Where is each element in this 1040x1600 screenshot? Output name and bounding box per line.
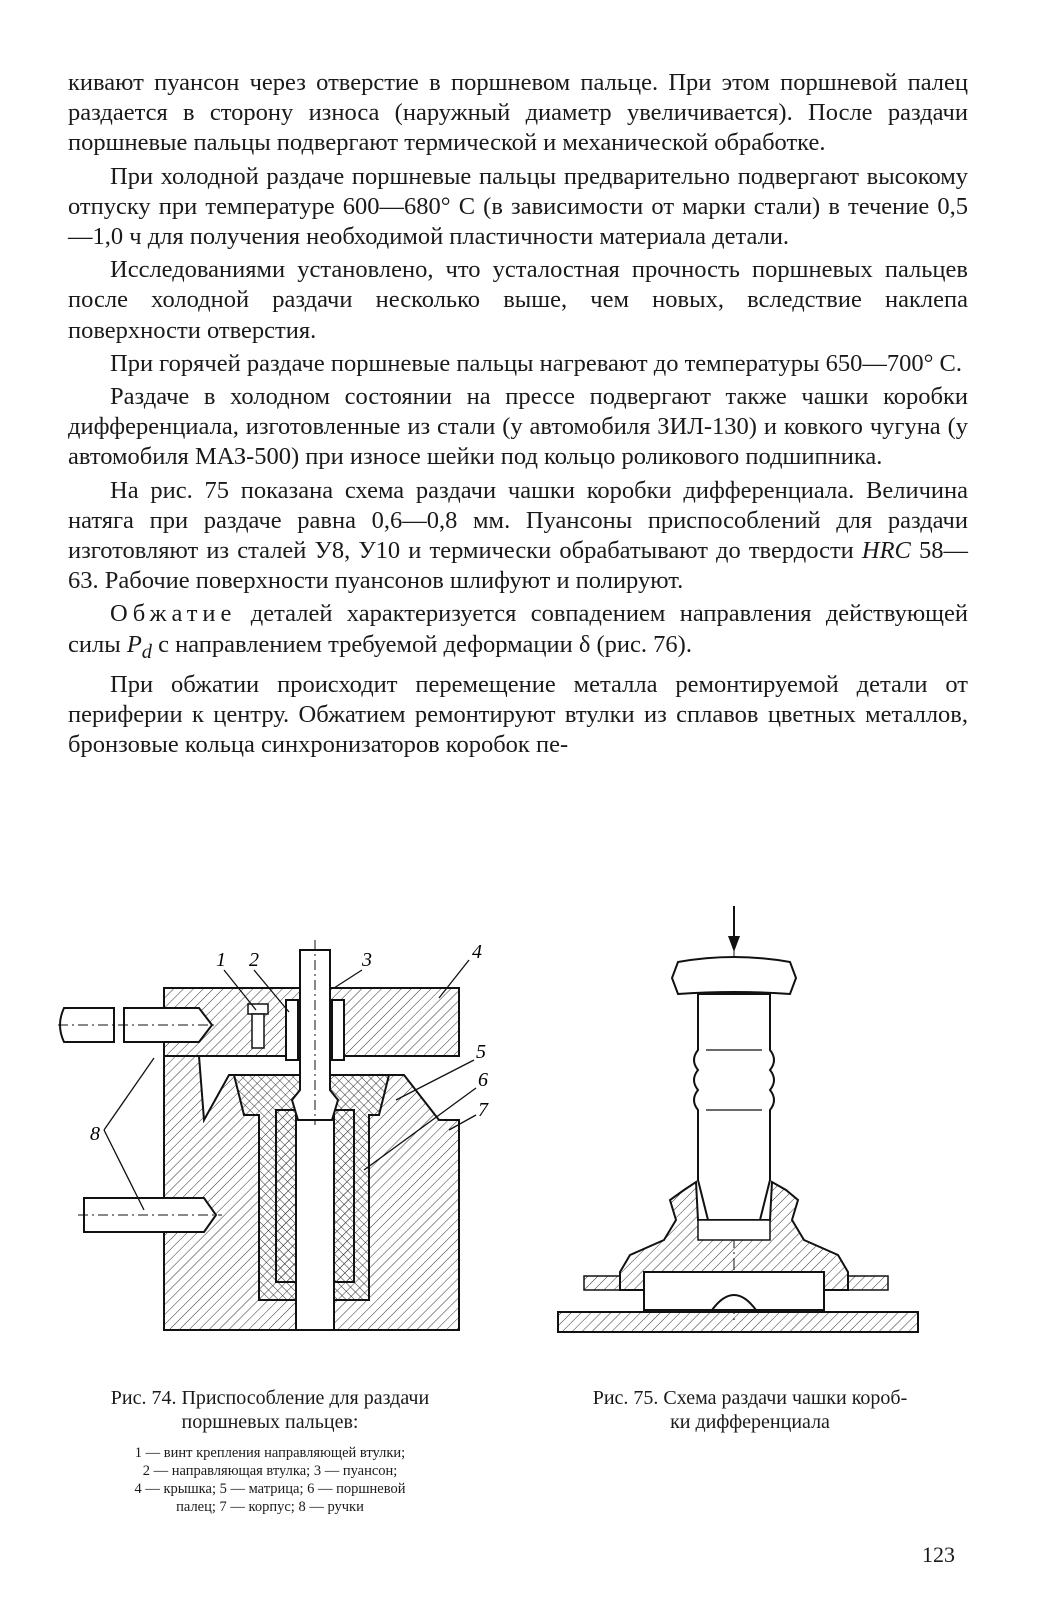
punch-head	[672, 957, 796, 994]
bolt	[848, 1276, 888, 1290]
legend-line: палец; 7 — корпус; 8 — ручки	[176, 1499, 364, 1515]
caption-line: поршневых пальцев:	[181, 1411, 359, 1433]
paragraph-text: 58—63. Рабочие поверхности пуансонов шлифуют и полируют.	[68, 537, 968, 595]
punch-body	[694, 994, 774, 1220]
bore	[296, 1105, 334, 1330]
paragraph: кивают пуансон через отверстие в поршневом пальце. При этом поршневой палец раздается в сторону износа (наружный диаметр увеличивается). После раздачи поршневые пальцы подвергают термической и механической обработке.	[68, 69, 968, 157]
paragraph: При холодной раздаче поршневые пальцы предварительно подвергают высокому отпуску при температуре 600—680° С (в зависимости от марки стали) в течение 0,5—1,0 ч для получения необходимой пластичности материала детали.	[68, 162, 968, 251]
hardness-scale-symbol: HRC	[861, 537, 911, 565]
legend-line: 4 — крышка; 5 — матрица; 6 — поршневой	[134, 1481, 406, 1497]
part-label-1: 1	[216, 949, 226, 971]
caption-line: ки дифференциала	[670, 1411, 830, 1433]
screw-part	[248, 1004, 268, 1014]
spaced-term: Обжатие	[110, 600, 237, 628]
figure-74-caption	[40, 1386, 500, 1434]
figure-74-drawing	[44, 930, 514, 1370]
legend-line: 2 — направляющая втулка; 3 — пуансон;	[142, 1463, 398, 1479]
bolt	[584, 1276, 620, 1290]
part-label-2: 2	[249, 949, 259, 971]
cup-inner	[698, 1220, 770, 1240]
force-subscript: d	[141, 640, 152, 663]
force-symbol: P	[126, 630, 142, 658]
paragraph-text: На рис. 75 показана схема раздачи чашки коробки дифференциала. Величина натяга при раздаче равна 0,6—0,8 мм. Пуансоны приспособлений для раздачи изготовляют из сталей У8, У10 и термически обрабатывают до твердости	[68, 476, 968, 565]
part-label-5: 5	[476, 1041, 486, 1063]
page-number: 123	[922, 1542, 955, 1567]
guide-bushing-part	[332, 1000, 344, 1060]
paragraph-text: с направлением требуемой деформации δ (рис. 76).	[151, 630, 692, 658]
caption-line: Рис. 75. Схема раздачи чашки короб-	[592, 1387, 908, 1409]
paragraph	[68, 599, 968, 666]
guide-bushing-part	[286, 1000, 298, 1060]
figure-74-legend	[40, 1444, 500, 1516]
screw-part	[252, 1014, 264, 1048]
part-label-4: 4	[472, 941, 482, 963]
part-label-7: 7	[478, 1099, 488, 1121]
figure-75-drawing	[548, 900, 968, 1370]
figure-75-caption	[530, 1386, 970, 1434]
legend-line: 1 — винт крепления направляющей втулки;	[134, 1445, 406, 1461]
press-table	[558, 1312, 918, 1332]
paragraph	[68, 476, 968, 597]
paragraph: Раздаче в холодном состоянии на прессе подвергают также чашки коробки дифференциала, изготовленные из стали (у автомобиля ЗИЛ-130) и ковкого чугуна (у автомобиля МАЗ-500) при износе шейки под кольцо роликового подшипника.	[68, 383, 968, 471]
part-label-3: 3	[362, 949, 372, 971]
body-text	[68, 68, 968, 760]
paragraph: При обжатии происходит перемещение металла ремонтируемой детали от периферии к центру. Обжатием ремонтируют втулки из сплавов цветных металлов, бронзовые кольца синхронизаторов коробок пе-	[68, 670, 968, 759]
paragraph: При горячей раздаче поршневые пальцы нагревают до температуры 650—700° С.	[110, 349, 962, 377]
paragraph: Исследованиями установлено, что усталостная прочность поршневых пальцев после холодной раздачи несколько выше, чем новых, вследствие наклепа поверхности отверстия.	[68, 256, 968, 344]
force-arrow-head	[728, 936, 740, 952]
part-label-6: 6	[478, 1069, 488, 1091]
paragraph-text: деталей характеризуется совпадением направления действующей силы	[68, 600, 968, 658]
caption-line: Рис. 74. Приспособление для раздачи	[110, 1387, 430, 1409]
part-label-8: 8	[90, 1123, 100, 1145]
